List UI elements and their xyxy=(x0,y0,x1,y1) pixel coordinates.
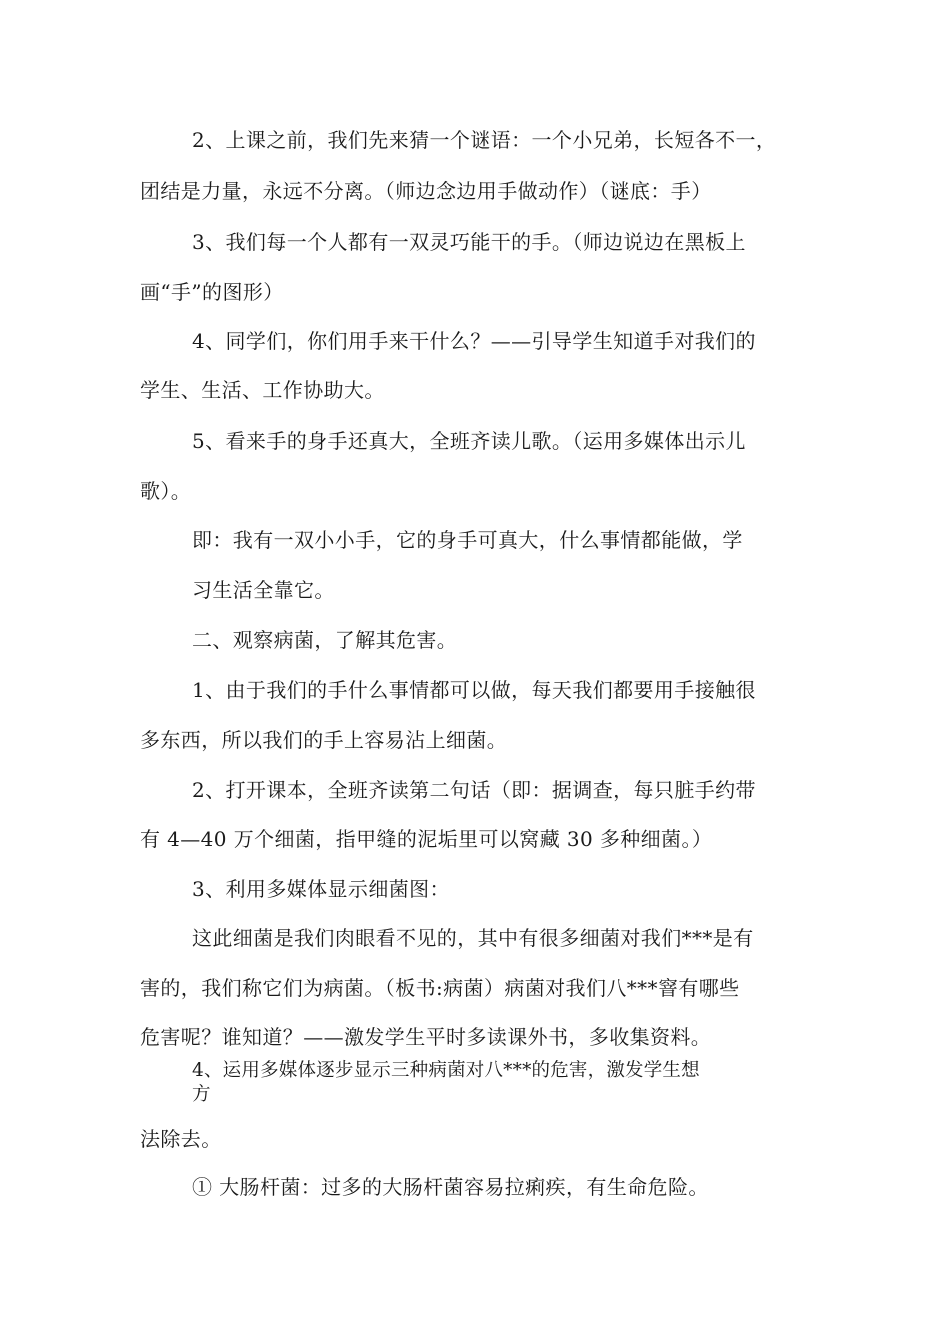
list-item: ① 大肠杆菌：过多的大肠杆菌容易拉痢疾，有生命危险。 xyxy=(192,1175,709,1199)
paragraph-line: 危害呢？谁知道？——激发学生平时多读课外书，多收集资料。 xyxy=(140,1025,712,1049)
paragraph-line: 习生活全靠它。 xyxy=(192,578,335,602)
paragraph-line: 3、我们每一个人都有一双灵巧能干的手。（师边说边在黑板上 xyxy=(192,230,746,254)
paragraph-line: 2、打开课本，全班齐读第二句话（即：据调查，每只脏手约带 xyxy=(192,778,756,802)
paragraph-line: 4、运用多媒体逐步显示三种病菌对八***的危害，激发学生想 xyxy=(192,1060,700,1081)
paragraph-line: 画“手”的图形） xyxy=(140,280,284,304)
paragraph-line: 1、由于我们的手什么事情都可以做，每天我们都要用手接触很 xyxy=(192,678,756,702)
paragraph-line: 歌）。 xyxy=(140,479,192,503)
paragraph-line: 即：我有一双小小手，它的身手可真大，什么事情都能做，学 xyxy=(192,528,743,552)
paragraph-line: 法除去。 xyxy=(140,1127,222,1151)
paragraph-line: 这此细菌是我们肉眼看不见的，其中有很多细菌对我们***是有 xyxy=(192,926,754,950)
paragraph-line: 方 xyxy=(192,1084,211,1105)
section-heading: 二、观察病菌，了解其危害。 xyxy=(192,628,458,652)
paragraph-line: 4、同学们，你们用手来干什么？——引导学生知道手对我们的 xyxy=(192,329,756,353)
paragraph-line: 害的，我们称它们为病菌。（板书:病菌）病菌对我们八***窨有哪些 xyxy=(140,976,740,1000)
paragraph-line: 团结是力量，永远不分离。（师边念边用手做动作）（谜底：手） xyxy=(140,179,712,203)
paragraph-line: 有 4—40 万个细菌，指甲缝的泥垢里可以窝藏 30 多种细菌。） xyxy=(140,827,713,851)
paragraph-line: 2、上课之前，我们先来猜一个谜语：一个小兄弟，长短各不一， xyxy=(192,128,777,152)
paragraph-line: 5、看来手的身手还真大，全班齐读儿歌。（运用多媒体出示儿 xyxy=(192,429,746,453)
paragraph-line: 3、利用多媒体显示细菌图： xyxy=(192,877,450,901)
paragraph-line: 学生、生活、工作协助大。 xyxy=(140,378,385,402)
paragraph-line: 多东西，所以我们的手上容易沾上细菌。 xyxy=(140,728,508,752)
